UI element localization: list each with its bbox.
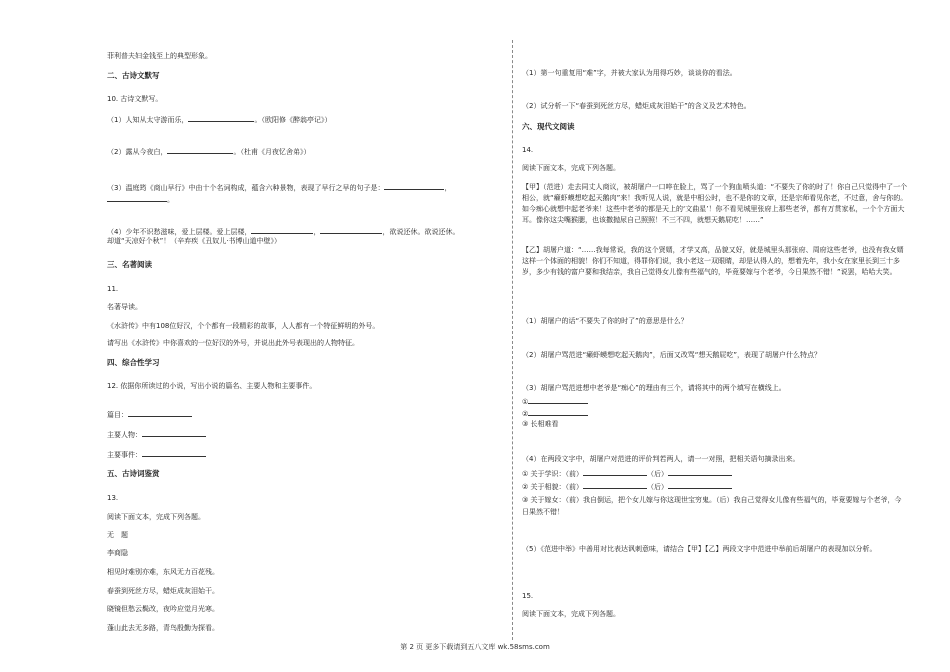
question-14-5: （5）《范进中举》中善用对比表达讽刺意味，请结合【甲】【乙】两段文字中范进中举前后胡屠户的表现加以分析。 <box>522 545 877 553</box>
answer-blank[interactable] <box>668 481 732 489</box>
question-10-3: （3）温庭筠《商山早行》中由十个名词构成，蕴含六种景物，表现了早行之早的句子是： ， <box>107 184 452 192</box>
section-heading-poetry-appreciation: 五、古诗词鉴赏 <box>107 469 160 478</box>
question-10-2: （2）露从今夜白， 。（杜甫《月夜忆舍弟》） <box>107 148 311 156</box>
section-heading-comprehensive: 四、综合性学习 <box>107 358 160 367</box>
question-10-1: （1）人知从太守游而乐， 。（欧阳修《醉翁亭记》） <box>107 116 332 124</box>
column-divider <box>512 40 513 640</box>
question-10-3-cont: 。 <box>107 194 174 205</box>
section-heading-modern-reading: 六、现代文阅读 <box>522 122 575 131</box>
question-14-a: 阅读下面文本，完成下列各题。 <box>522 164 620 172</box>
reason-3: ③ 长相难看 <box>522 420 559 428</box>
question-14-1: （1）胡屠户的话“不要失了你的时了”的意思是什么？ <box>522 317 688 325</box>
answer-blank[interactable] <box>528 408 588 416</box>
reason-1: ① <box>522 396 588 407</box>
poem-line: 蓬山此去无多路，青鸟殷勤为探看。 <box>107 624 219 632</box>
answer-blank[interactable] <box>528 396 588 404</box>
poem-line: 晓镜但愁云鬓改，夜吟应觉月光寒。 <box>107 605 219 613</box>
comparison-looks: ② 关于相貌：（前） （后） <box>522 481 732 492</box>
question-13-a: 阅读下面文本，完成下列各题。 <box>107 513 205 521</box>
answer-blank[interactable] <box>384 182 444 190</box>
poem-line: 春蚕到死丝方尽，蜡炬成灰泪始干。 <box>107 587 219 595</box>
text-line: 菲利普夫妇金钱至上的典型形象。 <box>107 52 212 60</box>
answer-blank[interactable] <box>583 468 647 476</box>
page-footer: 第 2 页 更多下载请到五八文库 wk.58sms.com <box>400 643 550 651</box>
comparison-marriage: ③ 关于嫁女：（前）我自倒运，把个女儿嫁与你这现世宝穷鬼。（后）我自己觉得女儿像有些福气的，毕竟要嫁与个老爷，今日果然不错！ <box>522 496 902 516</box>
question-11: 11. <box>107 285 119 293</box>
answer-blank[interactable] <box>142 429 206 437</box>
question-11-a: 名著导读。 <box>107 303 142 311</box>
question-12-a: 篇目： <box>107 409 192 420</box>
question-14-3: （3）胡屠户骂范进想中老爷是“痴心”的理由有三个，请将其中的两个填写在横线上。 <box>522 384 786 392</box>
answer-blank[interactable] <box>167 146 233 154</box>
answer-blank[interactable] <box>142 449 206 457</box>
answer-blank[interactable] <box>251 226 313 234</box>
section-heading-poetry-dictation: 二、古诗文默写 <box>107 71 160 80</box>
passage-yi: 【乙】胡屠户道：“……我每常说，我的这个贤婿，才学又高，品貌又好，就是城里头那张府、周府这些老爷，也没有我女婿这样一个体面的相貌！你们不知道，得罪你们说，我小老这一双眼睛，却是认得人的，想着先年，我小女在家里长到三十多岁，多少有钱的富户要和我结亲，我自己觉得女儿像有些福气的，毕竟要嫁与个老爷，今日果然不错！”说罢，哈哈大笑。 <box>522 246 904 276</box>
answer-blank[interactable] <box>128 409 192 417</box>
question-13: 13. <box>107 494 119 502</box>
question-14-4: （4）在两段文字中，胡屠户对范进的评价判若两人，请一一对照，把相关语句摘录出来。 <box>522 455 800 463</box>
poem-title: 无 题 <box>107 531 128 539</box>
question-11-c: 请写出《水浒传》中你喜欢的一位好汉的外号，并说出此外号表现出的人物特征。 <box>107 339 359 347</box>
answer-blank[interactable] <box>320 226 382 234</box>
question-15: 15. <box>522 592 534 600</box>
section-heading-classics: 三、名著阅读 <box>107 260 152 269</box>
answer-blank[interactable] <box>188 114 254 122</box>
question-14-2: （2）胡屠户骂范进“癞虾蟆想吃起天鹅肉”，后面又改骂“想天鹅屁吃”，表现了胡屠户什么特点？ <box>522 351 821 359</box>
question-11-b: 《水浒传》中有108位好汉，个个都有一段精彩的故事，人人都有一个特征鲜明的外号。 <box>107 322 380 330</box>
poem-author: 李商隐 <box>107 549 128 557</box>
question-12-c: 主要事件： <box>107 449 206 460</box>
question-12-b: 主要人物： <box>107 429 206 440</box>
answer-blank[interactable] <box>668 468 732 476</box>
reason-2: ② <box>522 408 588 419</box>
question-13-1: （1）第一句重复用“难”字，并被大家认为用得巧妙，谈谈你的看法。 <box>522 69 737 77</box>
answer-blank[interactable] <box>583 481 647 489</box>
passage-jia: 【甲】（范进）走去同丈人商议，被胡屠户一口啐在脸上，骂了一个狗血喷头道：“不要失了你的时了！你自己只觉得中了一个相公，就“癞虾蟆想吃起天鹅肉”来！我听见人说，就是中相公时，也不是你的文章，还是宗师看见你老，不过意，舍与你的。如今痴心就想中起老爷来！这些中老爷的都是天上的‘文曲星’！你不看见城里张府上那些老爷，都有万贯家私，一个个方面大耳。像你这尖嘴猴腮，也该撒抛尿自己照照！不三不四，就想天鹅屁吃！……” <box>522 183 908 224</box>
question-13-2: （2）试分析一下“春蚕到死丝方尽，蜡炬成灰泪始干”的含义及艺术特色。 <box>522 102 751 110</box>
question-10-4-cont: 却道“天凉好个秋”！（辛弃疾《丑奴儿·书博山道中壁》） <box>107 237 281 245</box>
question-10: 10. 古诗文默写。 <box>107 95 163 103</box>
comparison-learning: ① 关于学识：（前） （后） <box>522 468 732 479</box>
question-15-a: 阅读下面文本，完成下列各题。 <box>522 610 620 618</box>
question-10-4: （4）少年不识愁滋味，爱上层楼。爱上层楼， ， ，欲说还休。欲说还休。 <box>107 228 460 236</box>
question-14: 14. <box>522 146 534 154</box>
question-12: 12. 依据你所读过的小说，写出小说的篇名、主要人物和主要事件。 <box>107 382 317 390</box>
poem-line: 相见时难别亦难，东风无力百花残。 <box>107 568 219 576</box>
answer-blank[interactable] <box>107 194 167 202</box>
